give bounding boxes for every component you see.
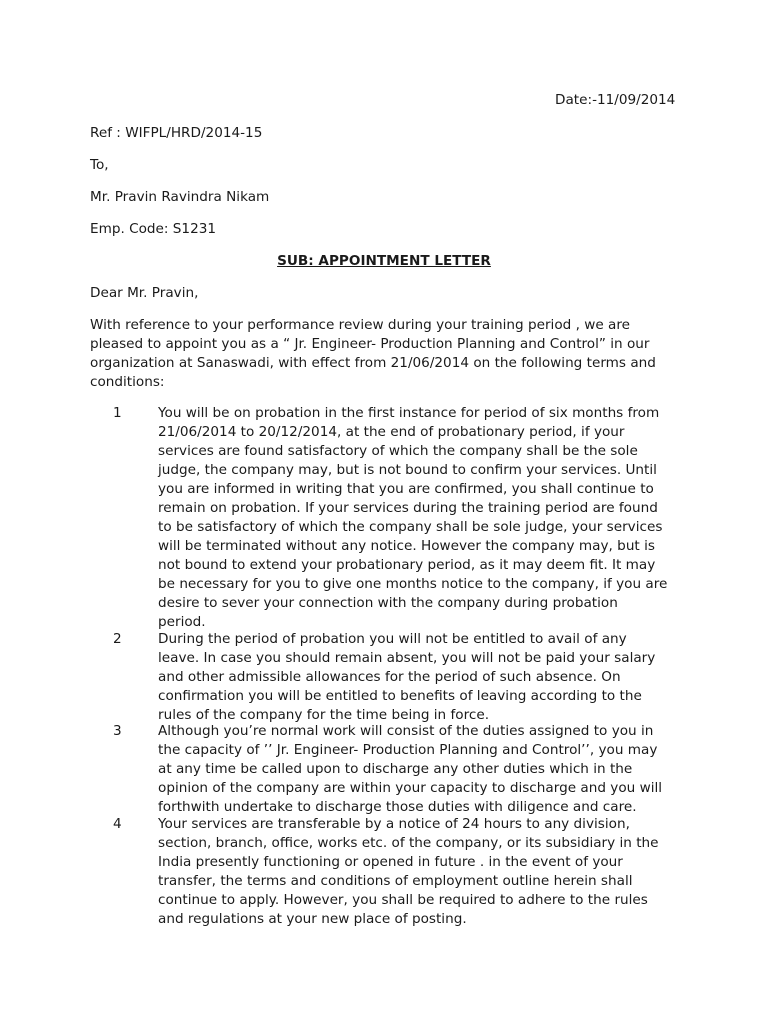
term-line: the capacity of ’’ Jr. Engineer- Production Planning and Control’’, you may [158,742,658,758]
term-number: 1 [113,405,122,421]
term-line: will be terminated without any notice. However the company may, but is [158,538,655,554]
term-line: You will be on probation in the first instance for period of six months from [158,405,660,421]
term-line: and other admissible allowances for the period of such absence. On [158,669,621,685]
term-line: opinion of the company are within your capacity to discharge and you will [158,780,663,796]
intro-line: With reference to your performance review during your training period , we are [90,317,631,333]
letter-date: Date:-11/09/2014 [555,92,676,108]
term-line: desire to sever your connection with the company during probation [158,595,618,611]
subject-line [0,252,768,271]
term-line: leave. In case you should remain absent, you will not be paid your salary [158,650,656,666]
employee-code: Emp. Code: S1231 [90,221,217,237]
term-line: Although you’re normal work will consist of the duties assigned to you in [158,723,654,739]
to-label: To, [90,157,109,173]
term-line: 21/06/2014 to 20/12/2014, at the end of probationary period, if your [158,424,625,440]
intro-line: organization at Sanaswadi, with effect from 21/06/2014 on the following terms and [90,355,656,371]
term-line: During the period of probation you will not be entitled to avail of any [158,631,627,647]
term-line: not bound to extend your probationary period, as it may deem fit. It may [158,557,656,573]
term-line: you are informed in writing that you are confirmed, you shall continue to [158,481,654,497]
term-line: judge, the company may, but is not bound to confirm your services. Until [158,462,657,478]
term-line: section, branch, office, works etc. of the company, or its subsidiary in the [158,835,659,851]
term-line: and regulations at your new place of posting. [158,911,467,927]
term-line: rules of the company for the time being in force. [158,707,490,723]
subject-text: SUB: APPOINTMENT LETTER [277,253,491,269]
term-text [158,404,718,632]
term-line: period. [158,614,206,630]
term-line: continue to apply. However, you shall be required to adhere to the rules [158,892,648,908]
term-line: to be satisfactory of which the company shall be sole judge, your services [158,519,663,535]
term-line: India presently functioning or opened in future . in the event of your [158,854,623,870]
reference-number: Ref : WIFPL/HRD/2014-15 [90,125,263,141]
intro-line: pleased to appoint you as a “ Jr. Engineer- Production Planning and Control” in our [90,336,650,352]
term-line: be necessary for you to give one months notice to the company, if you are [158,576,668,592]
term-text [158,815,718,929]
term-line: services are found satisfactory of which the company shall be the sole [158,443,638,459]
term-line: forthwith undertake to discharge those duties with diligence and care. [158,799,637,815]
term-line: transfer, the terms and conditions of employment outline herein shall [158,873,633,889]
term-line: at any time be called upon to discharge any other duties which in the [158,761,633,777]
term-text [158,722,718,817]
term-line: remain on probation. If your services during the training period are found [158,500,658,516]
term-number: 3 [113,723,122,739]
term-line: confirmation you will be entitled to benefits of leaving according to the [158,688,642,704]
term-line: Your services are transferable by a notice of 24 hours to any division, [158,816,630,832]
intro-line: conditions: [90,374,165,390]
term-text [158,630,718,725]
term-number: 2 [113,631,122,647]
term-number: 4 [113,816,122,832]
salutation: Dear Mr. Pravin, [90,285,199,301]
intro-paragraph [90,316,690,392]
recipient-name: Mr. Pravin Ravindra Nikam [90,189,270,205]
